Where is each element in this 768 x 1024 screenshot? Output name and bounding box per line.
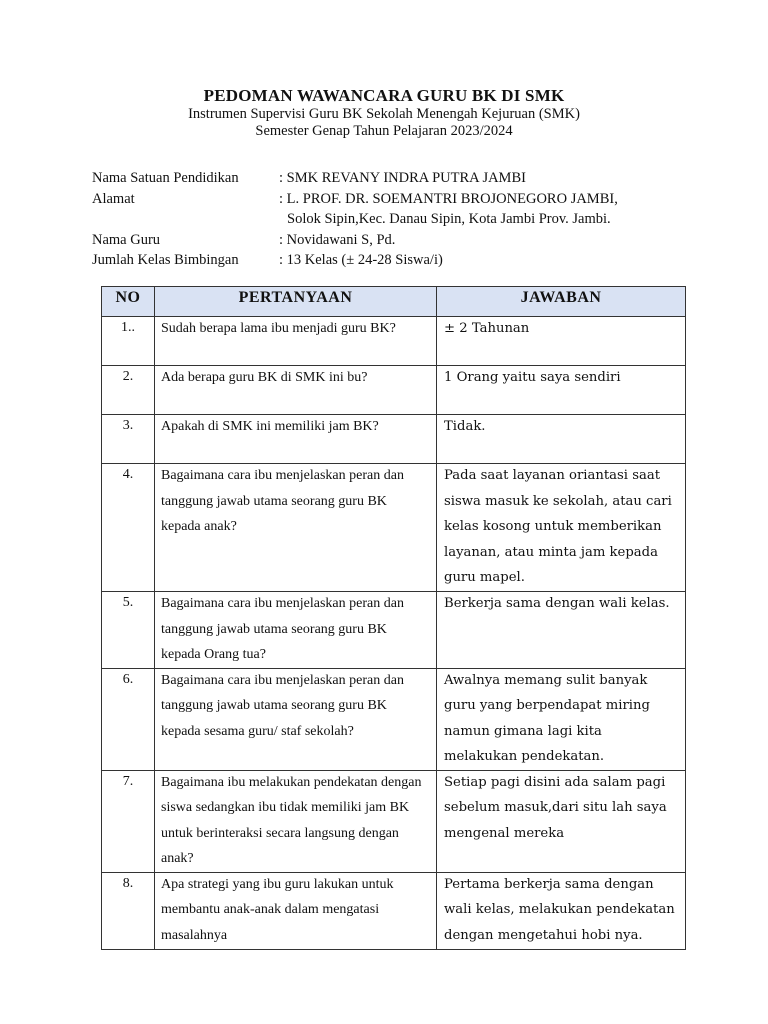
info-label: Nama Satuan Pendidikan: [92, 170, 239, 186]
row-question: [155, 592, 437, 669]
info-value: Solok Sipin,Kec. Danau Sipin, Kota Jambi Prov. Jambi.: [287, 211, 611, 227]
row-question: [155, 415, 437, 464]
question-text: Bagaimana ibu melakukan pendekatan dengan siswa sedangkan ibu tidak memiliki jam BK untuk berinteraksi secara langsung dengan anak?: [161, 774, 422, 866]
question-text: Bagaimana cara ibu menjelaskan peran dan tanggung jawab utama seorang guru BK kepada Orang tua?: [161, 596, 404, 662]
row-answer: [437, 366, 686, 415]
info-value: : SMK REVANY INDRA PUTRA JAMBI: [279, 170, 526, 186]
row-number: 6.: [102, 668, 155, 770]
table-row: [102, 317, 686, 366]
info-label: Nama Guru: [92, 231, 161, 248]
table-row: [102, 415, 686, 464]
question-text: Ada berapa guru BK di SMK ini bu?: [161, 370, 368, 385]
header-pertanyaan: PERTANYAAN: [155, 287, 437, 317]
table-header-row: [102, 287, 686, 317]
row-answer: [437, 668, 686, 770]
question-text: Bagaimana cara ibu menjelaskan peran dan tanggung jawab utama seorang guru BK kepada sesama guru/ staf sekolah?: [161, 672, 404, 739]
row-number: 8.: [102, 872, 155, 949]
document-subtitle: Instrumen Supervisi Guru BK Sekolah Menengah Kejuruan (SMK): [188, 106, 580, 122]
row-number: 5.: [102, 592, 155, 669]
question-text: Apa strategi yang ibu guru lakukan untuk membantu anak-anak dalam mengatasi masalahnya: [161, 876, 394, 943]
row-number: 4.: [102, 464, 155, 592]
question-text: Bagaimana cara ibu menjelaskan peran dan tanggung jawab utama seorang guru BK kepada anak?: [161, 468, 404, 534]
header-jawaban: JAWABAN: [437, 287, 686, 317]
row-number: 3.: [102, 415, 155, 464]
row-number: 2.: [102, 366, 155, 415]
question-text: Apakah di SMK ini memiliki jam BK?: [161, 419, 379, 434]
row-answer: [437, 770, 686, 872]
question-text: Sudah berapa lama ibu menjadi guru BK?: [161, 321, 396, 336]
answer-text: Setiap pagi disini ada salam pagi sebelum masuk,dari situ lah saya mengenal mereka: [444, 774, 667, 841]
document-title: PEDOMAN WAWANCARA GURU BK DI SMK: [203, 86, 565, 105]
row-answer: [437, 464, 686, 592]
row-number: 1..: [102, 317, 155, 366]
row-question: [155, 872, 437, 949]
interview-table: [101, 286, 686, 950]
table-row: [102, 592, 686, 669]
table-row: [102, 770, 686, 872]
row-question: [155, 317, 437, 366]
row-question: [155, 668, 437, 770]
info-value: : 13 Kelas (± 24-28 Siswa/i): [279, 252, 443, 268]
row-answer: [437, 317, 686, 366]
table-row: [102, 668, 686, 770]
answer-text: Berkerja sama dengan wali kelas.: [444, 596, 670, 611]
info-value: : Novidawani S, Pd.: [279, 231, 396, 248]
row-number: 7.: [102, 770, 155, 872]
header-no: NO: [102, 287, 155, 317]
info-value: : L. PROF. DR. SOEMANTRI BROJONEGORO JAMBI,: [279, 190, 618, 207]
table-row: [102, 872, 686, 949]
row-question: [155, 770, 437, 872]
info-label: Jumlah Kelas Bimbingan: [92, 252, 239, 268]
row-answer: [437, 592, 686, 669]
table-row: [102, 366, 686, 415]
info-label: Alamat: [92, 190, 135, 207]
answer-text: Pada saat layanan oriantasi saat siswa masuk ke sekolah, atau cari kelas kosong untuk memberikan layanan, atau minta jam kepada guru mapel.: [444, 468, 672, 585]
answer-text: Tidak.: [444, 419, 486, 434]
row-question: [155, 366, 437, 415]
answer-text: Awalnya memang sulit banyak guru yang berpendapat miring namun gimana lagi kita melakukan pendekatan.: [444, 672, 650, 764]
answer-text: ± 2 Tahunan: [444, 321, 530, 336]
row-question: [155, 464, 437, 592]
table-row: [102, 464, 686, 592]
row-answer: [437, 415, 686, 464]
answer-text: Pertama berkerja sama dengan wali kelas, melakukan pendekatan dengan mengetahui hobi nya.: [444, 876, 675, 943]
document-semester: Semester Genap Tahun Pelajaran 2023/2024: [255, 123, 513, 139]
answer-text: 1 Orang yaitu saya sendiri: [444, 370, 621, 385]
row-answer: [437, 872, 686, 949]
